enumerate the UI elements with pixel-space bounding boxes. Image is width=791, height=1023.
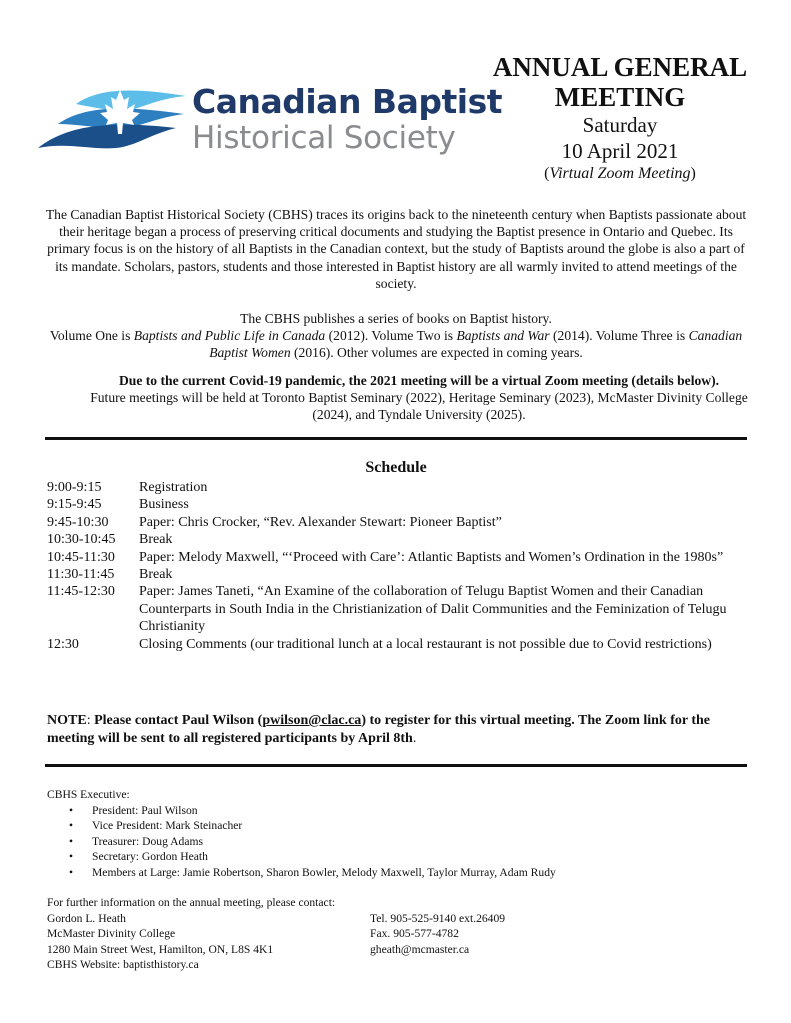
contact-section [47,895,747,973]
executive-member [47,818,747,834]
contact-name: Gordon L. Heath [47,911,126,925]
contact-website: CBHS Website: baptisthistory.ca [47,958,199,972]
meeting-title-block [480,52,760,184]
schedule-desc: Paper: James Taneti, “An Examine of the collaboration of Telugu Baptist Women and their Canadian Counterparts in South India in the Christianization of Dalit Communities and the Feminization of Telugu Christianity [139,584,727,635]
executive-member [47,865,747,881]
schedule-time: 9:00-9:15 [47,480,102,495]
schedule-time: 11:45-12:30 [47,584,115,600]
contact-email-link[interactable]: pwilson@clac.ca [262,713,362,728]
divider-bottom [45,764,747,767]
bullet-icon: • [69,850,74,864]
executive-member [47,803,747,819]
schedule-time: 10:45-11:30 [47,549,115,565]
bullet-icon: • [69,819,74,833]
schedule-time: 9:15-9:45 [47,497,102,513]
meeting-format [480,164,760,184]
covid-notice-headline: Due to the current Covid-19 pandemic, the 2021 meeting will be a virtual Zoom meeting (details below). [118,373,720,388]
registration-note [47,712,752,748]
executive-member [47,834,747,850]
contact-row [47,942,747,958]
future-meetings-text: Future meetings will be held at Toronto Baptist Seminary (2022), Heritage Seminary (2023), McMaster Divinity College (2024), and Tyndale University (2025). [90,390,748,423]
schedule-time: 10:30-10:45 [47,532,116,548]
intro-paragraph: The Canadian Baptist Historical Society (CBHS) traces its origins back to the nineteenth century when Baptists passionate about their heritage began a process of preserving critical documents and studying the Baptist presence in Ontario and Quebec. Its primary focus is on the history of all Baptists in the Canadian context, but the study of Baptists around the globe is also a part of its mandate. Scholars, pastors, students and those interested in Baptist history are all warmly invited to attend meetings of the society. [45,207,747,291]
schedule-row [47,479,752,496]
meeting-format-text: Virtual Zoom Meeting [549,165,691,182]
executive-list [47,803,747,881]
bullet-icon: • [69,803,74,817]
note-text: Please contact Paul Wilson ( [94,713,263,728]
books-text: (2016). Other volumes are expected in coming years. [290,345,583,361]
contact-heading: For further information on the annual meeting, please contact: [47,896,336,909]
books-volumes [40,327,752,361]
note-label: NOTE [47,713,87,728]
paren-close: ) [690,165,696,182]
executive-heading: CBHS Executive: [47,788,130,801]
note-colon: : [86,713,95,728]
schedule-desc: Break [139,567,173,583]
meeting-day: Saturday [582,113,658,137]
note-period: . [412,731,417,746]
executive-member-text: Vice President: Mark Steinacher [92,819,243,833]
contact-tel: Tel. 905-525-9140 ext.26409 [370,911,506,925]
contact-row [47,911,747,927]
cbhs-logo [36,82,502,162]
schedule-row [47,514,752,531]
books-text: (2014). Volume Three is [549,328,689,344]
schedule-time: 12:30 [47,636,79,652]
schedule-desc: Paper: Melody Maxwell, “‘Proceed with Care’: Atlantic Baptists and Women’s Ordination in the 1980s” [139,549,724,565]
bullet-icon: • [69,834,74,848]
book-title-volume-three: Canadian Baptist Women [209,328,743,361]
book-title-volume-two: Baptists and War [456,328,550,344]
title-line-2: MEETING [554,82,686,112]
schedule-time: 9:45-10:30 [47,514,109,530]
executive-member-text: Treasurer: Doug Adams [92,834,203,848]
executive-member-text: Secretary: Gordon Heath [92,850,208,864]
schedule-desc: Paper: Chris Crocker, “Rev. Alexander Stewart: Pioneer Baptist” [139,514,502,530]
schedule-row [47,636,752,653]
paren-open: ( [544,165,550,182]
note-text: ) to register for this virtual meeting. The Zoom link for the meeting will be sent to all registered participants by April 8th [47,713,710,746]
schedule-heading: Schedule [365,459,427,476]
schedule-desc: Registration [139,480,208,495]
schedule-list [47,479,752,653]
executive-member-text: Members at Large: Jamie Robertson, Sharon Bowler, Melody Maxwell, Taylor Murray, Adam Rudy [92,865,556,879]
bullet-icon: • [69,865,74,879]
contact-email: gheath@mcmaster.ca [370,942,470,956]
books-paragraph [40,310,752,362]
logo-text-historical-society: Historical Society [192,120,456,156]
executive-member-text: President: Paul Wilson [92,803,198,817]
books-intro-line: The CBHS publishes a series of books on Baptist history. [240,311,552,326]
contact-row [47,957,747,973]
books-text: (2012). Volume Two is [325,328,457,344]
schedule-time: 11:30-11:45 [47,567,115,583]
schedule-row [47,566,752,583]
executive-section [47,787,747,881]
covid-notice [84,372,754,424]
contact-fax: Fax. 905-577-4782 [370,927,459,941]
book-title-volume-one: Baptists and Public Life in Canada [133,328,326,344]
schedule-row [47,549,752,566]
contact-address: 1280 Main Street West, Hamilton, ON, L8S 4K1 [47,942,274,956]
schedule-row [47,583,752,635]
executive-member [47,849,747,865]
logo-text-canadian-baptist: Canadian Baptist [192,82,502,121]
schedule-desc: Break [139,532,173,548]
schedule-desc: Business [139,497,189,513]
divider-top [45,437,747,440]
schedule-row [47,496,752,513]
schedule-desc: Closing Comments (our traditional lunch at a local restaurant is not possible due to Covid restrictions) [139,636,712,652]
maple-leaf-waves-icon [36,82,186,162]
books-text: Volume One is [49,328,134,344]
contact-row [47,926,747,942]
title-line-1: ANNUAL GENERAL [492,52,748,82]
schedule-row [47,531,752,548]
contact-institution: McMaster Divinity College [47,927,176,941]
meeting-date: 10 April 2021 [561,139,679,163]
